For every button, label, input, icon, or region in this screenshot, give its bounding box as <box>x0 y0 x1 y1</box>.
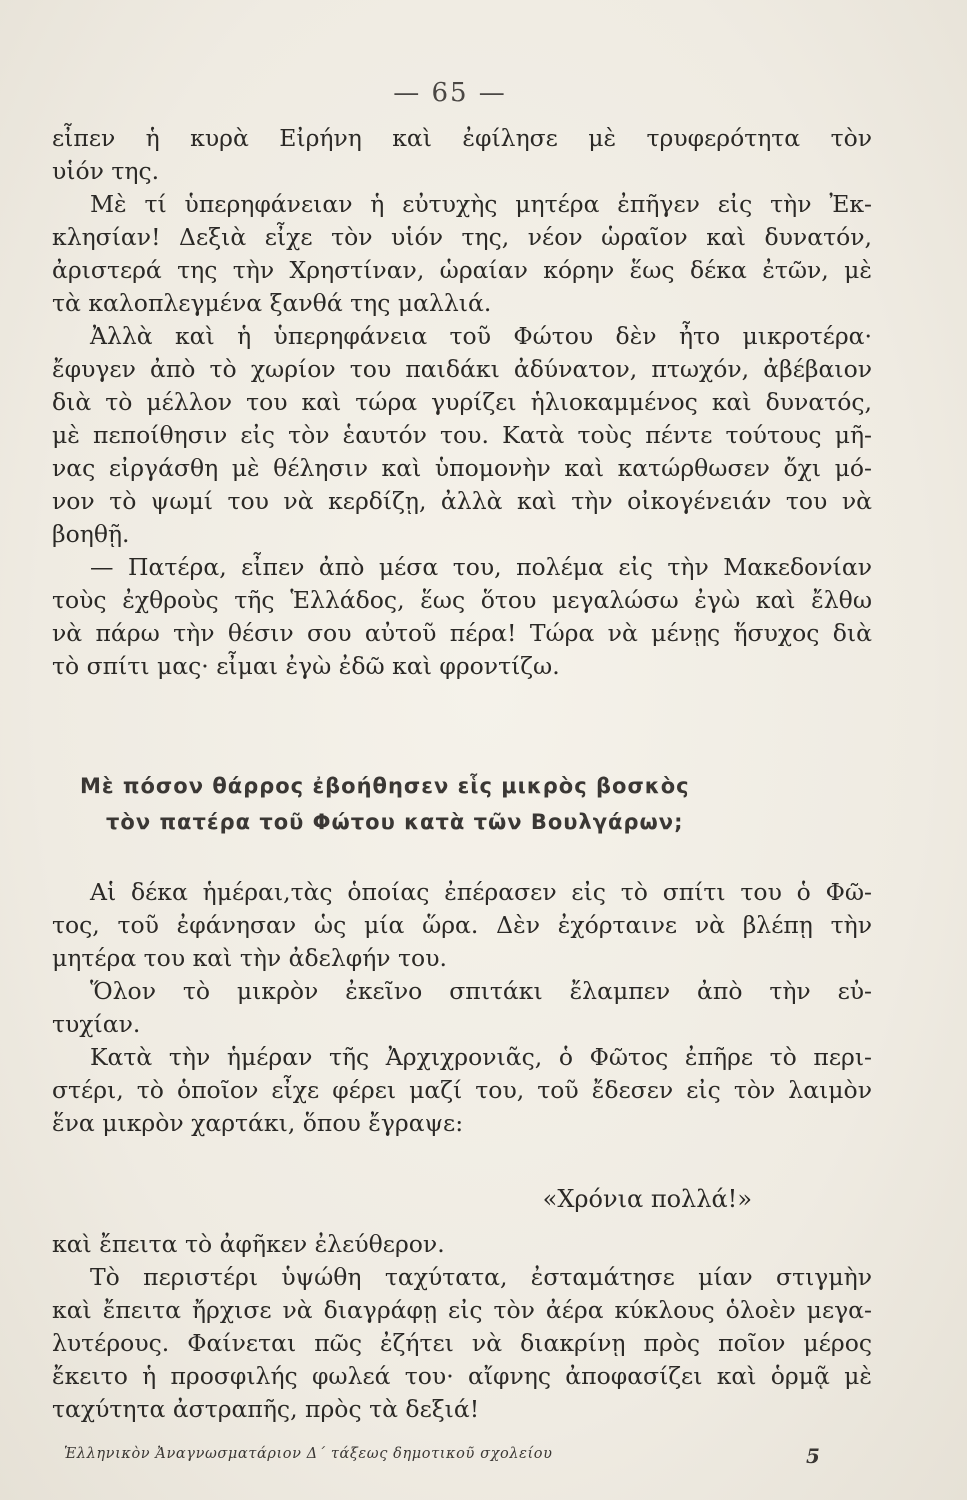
text-line: Μὲ τί ὑπερηφάνειαν ἡ εὐτυχὴς μητέρα ἐπῆγεν εἰς τὴν Ἐκ- <box>90 190 872 218</box>
section-heading <box>80 768 840 840</box>
text-line: μὲ πεποίθησιν εἰς τὸν ἑαυτόν του. Κατὰ τοὺς πέντε τούτους μῆ- <box>52 421 872 449</box>
text-line: βοηθῇ. <box>52 520 130 548</box>
text-line: τὰ καλοπλεγμένα ξανθά της μαλλιά. <box>52 289 492 317</box>
text-line: νας εἰργάσθη μὲ θέλησιν καὶ ὑπομονὴν καὶ κατώρθωσεν ὄχι μό- <box>52 454 872 482</box>
text-line: ἔφυγεν ἀπὸ τὸ χωρίον του παιδάκι ἀδύνατον, πτωχόν, ἀβέβαιον <box>52 355 872 383</box>
text-line: νὰ πάρω τὴν θέσιν σου αὐτοῦ πέρα! Τώρα νὰ μένῃς ἥσυχος διὰ <box>52 619 872 647</box>
text-line: Ἀλλὰ καὶ ἡ ὑπερηφάνεια τοῦ Φώτου δὲν ἦτο μικροτέρα· <box>90 322 872 350</box>
text-block-closing <box>52 1228 872 1426</box>
text-line: ἀριστερά της τὴν Χρηστίναν, ὡραίαν κόρην ἕως δέκα ἐτῶν, μὲ <box>52 256 872 284</box>
text-line: καὶ ἔπειτα τὸ ἀφῆκεν ἐλεύθερον. <box>52 1230 445 1258</box>
text-line: — Πατέρα, εἶπεν ἀπὸ μέσα του, πολέμα εἰς τὴν Μακεδονίαν <box>90 553 872 581</box>
page-number: — 65 — <box>393 78 507 108</box>
text-line: Κατὰ τὴν ἡμέραν τῆς Ἀρχιχρονιᾶς, ὁ Φῶτος ἐπῆρε τὸ περι- <box>90 1043 872 1071</box>
text-line: νον τὸ ψωμί του νὰ κερδίζῃ, ἀλλὰ καὶ τὴν οἰκογένειάν του νὰ <box>52 487 872 515</box>
text-line: τοὺς ἐχθροὺς τῆς Ἑλλάδος, ἕως ὅτου μεγαλώσω ἐγὼ καὶ ἔλθω <box>52 586 872 614</box>
text-block-opening <box>52 122 872 683</box>
text-line: καὶ ἔπειτα ἤρχισε νὰ διαγράφῃ εἰς τὸν ἀέρα κύκλους ὁλοὲν μεγα- <box>52 1296 872 1324</box>
heading-line: Μὲ πόσον θάρρος ἐβοήθησεν εἷς μικρὸς βοσκὸς <box>80 774 690 798</box>
text-line: λυτέρους. Φαίνεται πῶς ἐζήτει νὰ διακρίνῃ πρὸς ποῖον μέρος <box>52 1329 872 1357</box>
text-line: τὸ σπίτι μας· εἶμαι ἐγὼ ἐδῶ καὶ φροντίζω. <box>52 652 560 680</box>
text-line: διὰ τὸ μέλλον του καὶ τώρα γυρίζει ἡλιοκαμμένος καὶ δυνατός, <box>52 388 872 416</box>
text-line: στέρι, τὸ ὁποῖον εἶχε φέρει μαζί του, τοῦ ἔδεσεν εἰς τὸν λαιμὸν <box>52 1076 872 1104</box>
text-line: Αἱ δέκα ἡμέραι,τὰς ὁποίας ἐπέρασεν εἰς τὸ σπίτι του ὁ Φῶ- <box>90 878 872 906</box>
text-block-middle <box>52 876 872 1140</box>
text-line: τυχίαν. <box>52 1010 141 1038</box>
text-line: υἱόν της. <box>52 157 160 185</box>
text-line: μητέρα του καὶ τὴν ἀδελφήν του. <box>52 944 447 972</box>
signature-mark: 5 <box>806 1444 820 1468</box>
text-line: εἶπεν ἡ κυρὰ Εἰρήνη καὶ ἐφίλησε μὲ τρυφερότητα τὸν <box>52 124 872 152</box>
verse-block <box>52 1182 872 1216</box>
text-line: ἔκειτο ἡ προσφιλής φωλεά του· αἴφνης ἀποφασίζει καὶ ὁρμᾷ μὲ <box>52 1362 872 1390</box>
text-line: κλησίαν! Δεξιὰ εἶχε τὸν υἱόν της, νέον ὡραῖον καὶ δυνατόν, <box>52 223 872 251</box>
quoted-message: «Χρόνια πολλά!» <box>542 1185 752 1213</box>
text-line: ταχύτητα ἀστραπῆς, πρὸς τὰ δεξιά! <box>52 1395 480 1423</box>
footer-book-title: Ἑλληνικὸν Ἀναγνωσματάριον Δ΄ τάξεως δημοτικοῦ σχολείου <box>64 1446 553 1462</box>
text-line: ἕνα μικρὸν χαρτάκι, ὅπου ἔγραψε: <box>52 1109 464 1137</box>
text-line: Ὅλον τὸ μικρὸν ἐκεῖνο σπιτάκι ἔλαμπεν ἀπὸ τὴν εὐ- <box>90 977 872 1005</box>
text-line: Τὸ περιστέρι ὑψώθη ταχύτατα, ἐσταμάτησε μίαν στιγμὴν <box>90 1263 872 1291</box>
text-line: τος, τοῦ ἐφάνησαν ὡς μία ὥρα. Δὲν ἐχόρταινε νὰ βλέπῃ τὴν <box>52 911 872 939</box>
heading-line: τὸν πατέρα τοῦ Φώτου κατὰ τῶν Βουλγάρων; <box>106 810 684 834</box>
